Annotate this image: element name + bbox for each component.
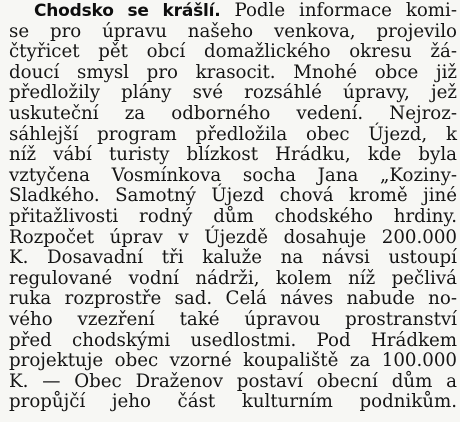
article-line-2: se pro úpravu našeho venkova, projevilo — [9, 20, 457, 42]
article-line-text: Podle informace komi- — [220, 0, 458, 21]
article-line-14: regulované vodní nádrži, kolem níž pečlivá — [9, 267, 457, 289]
article-line-3: čtyřicet pět obcí domažlického okresu žá- — [9, 41, 457, 63]
article-paragraph — [9, 1, 457, 413]
article-headline: Chodsko se krášlí. — [34, 1, 221, 21]
article-line-8: níž vábí turisty blízkost Hrádku, kde byla — [9, 144, 457, 166]
article-line-1 — [9, 1, 457, 22]
article-line-12: Rozpočet úprav v Újezdě dosahuje 200.000 — [9, 226, 457, 248]
article-line-11: přitažlivosti rodný dům chodského hrdiny. — [9, 205, 457, 227]
article-line-5: předložily plány své rozsáhlé úpravy, jež — [9, 82, 457, 104]
article-line-4: doucí smysl pro krasocit. Mnohé obce již — [9, 61, 457, 83]
article-line-15: ruka rozprostře sad. Celá náves nabude no- — [9, 288, 457, 310]
article-line-9: vztyčena Vosmínkova socha Jana „Koziny- — [9, 164, 457, 186]
article-line-7: sáhlejší program předložila obec Újezd, k — [9, 123, 457, 145]
article-line-17: před chodskými usedlostmi. Pod Hrádkem — [9, 329, 457, 351]
article-line-10: Sladkého. Samotný Újezd chová kromě jiné — [9, 185, 457, 207]
article-line-16: vého vzezření také úpravou prostranství — [9, 308, 457, 330]
article-line-20: propůjčí jeho část kulturním podnikům. — [9, 391, 457, 413]
article-line-6: uskuteční za odborného vedení. Nejroz- — [9, 102, 457, 124]
article-line-19: K. — Obec Draženov postaví obecní dům a — [9, 370, 457, 392]
article-line-13: K. Dosavadní tři kaluže na návsi ustoupí — [9, 247, 457, 269]
article-line-18: projektuje obec vzorné koupaliště za 100.000 — [9, 350, 457, 372]
